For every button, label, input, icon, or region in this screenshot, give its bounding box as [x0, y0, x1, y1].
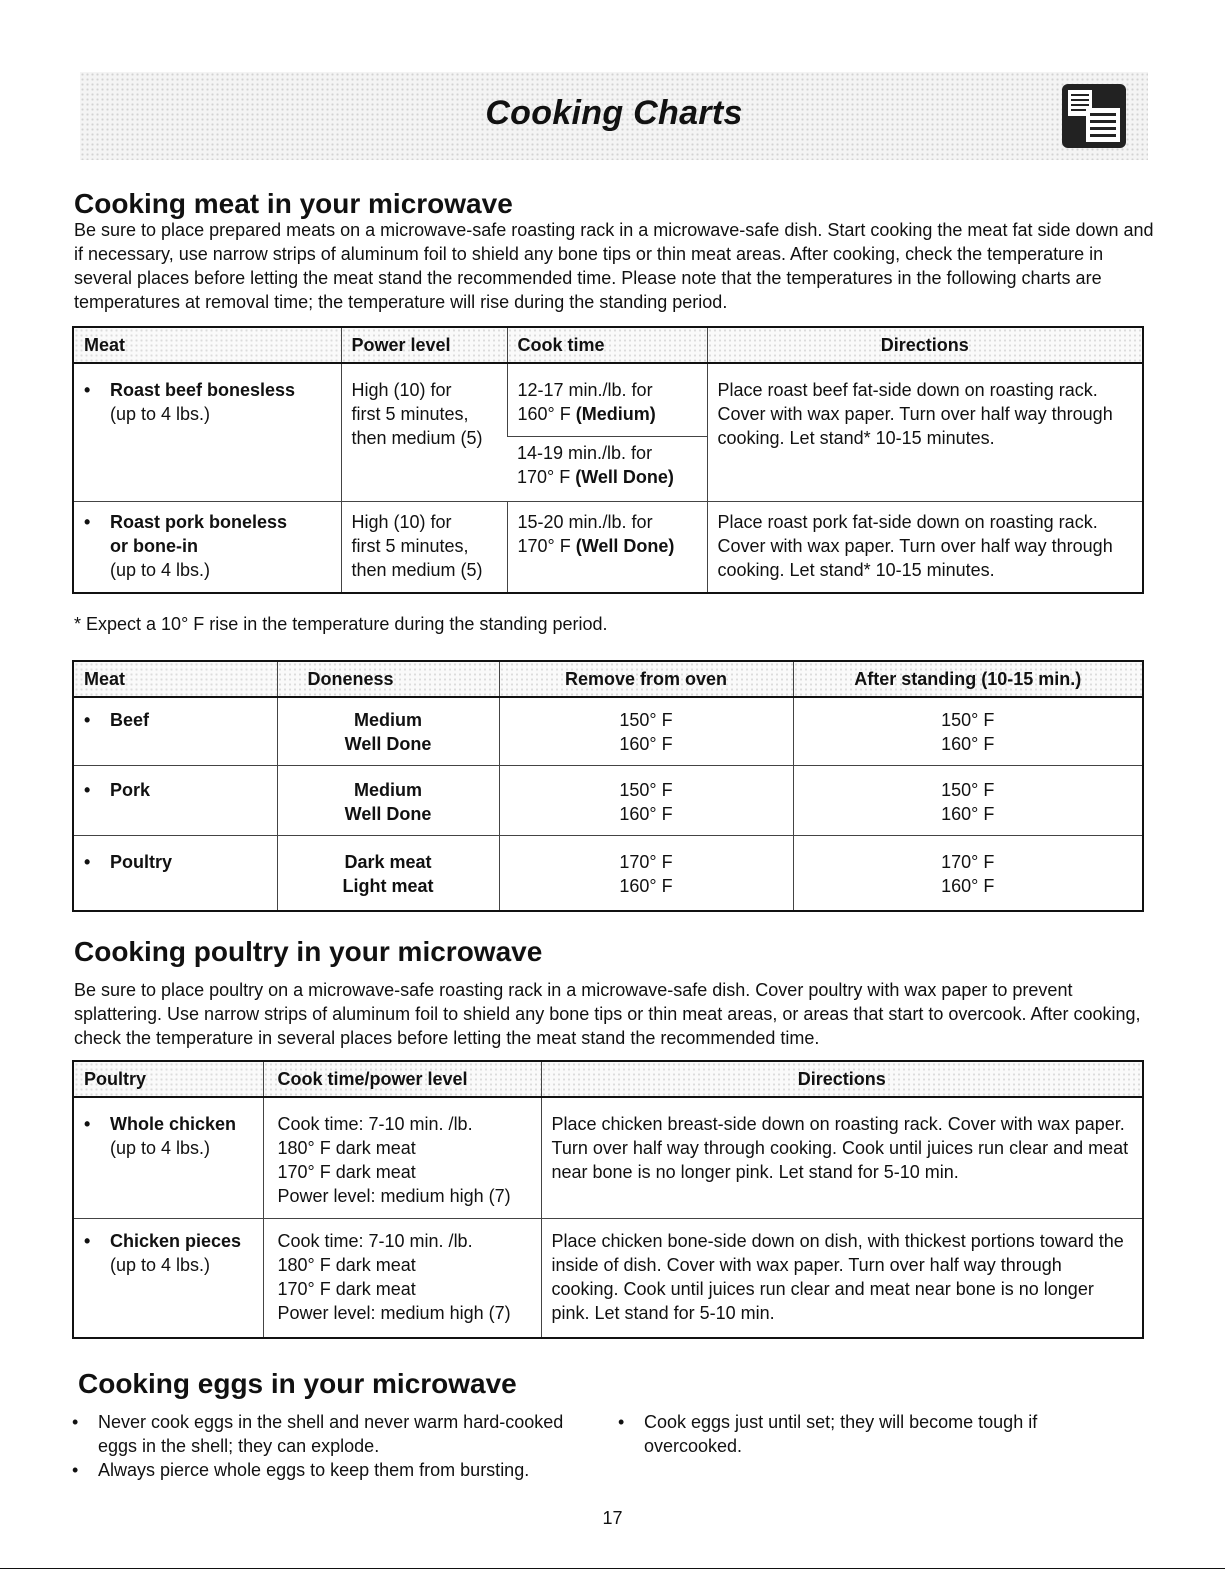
- temp-value: 160° F: [619, 734, 673, 754]
- chart-document-icon: [1060, 82, 1128, 155]
- column-header: Directions: [541, 1061, 1143, 1097]
- cook-line: Cook time: 7-10 min. /lb.: [277, 1114, 473, 1134]
- remove-temp-cell: [499, 835, 793, 911]
- table-header-row: [73, 327, 1143, 363]
- cook-temp: 170° F: [517, 467, 571, 487]
- table-header-row: [73, 661, 1143, 697]
- cook-line: 170° F dark meat: [277, 1162, 416, 1182]
- table-row: [73, 1097, 1143, 1219]
- eggs-tips-right: [618, 1410, 1088, 1458]
- meat-cell: [73, 502, 341, 594]
- meat-name: • Beef: [84, 710, 149, 730]
- temp-value: 160° F: [941, 803, 995, 824]
- cook-time-cell: [507, 437, 707, 502]
- cook-temp: 160° F: [517, 404, 571, 424]
- table-row: [73, 363, 1143, 437]
- after-temp-cell: [793, 697, 1143, 765]
- cook-time-cell: [507, 363, 707, 437]
- power-line: High (10) for: [351, 512, 452, 532]
- doneness-value: Well Done: [344, 803, 432, 824]
- cook-line: Power level: medium high (7): [277, 1303, 511, 1323]
- poultry-name: • Chicken pieces: [84, 1231, 241, 1251]
- meat-cell: [73, 835, 277, 911]
- column-header: Meat: [73, 327, 341, 363]
- meat-name: • Roast pork boneless: [84, 512, 287, 532]
- directions-cell: Place chicken breast-side down on roasting rack. Cover with wax paper. Turn over half way through cooking. Cook until juices run clear and meat near bone is no longer pink. Let stand for 5-10 min.: [541, 1097, 1143, 1219]
- list-item: • Cook eggs just until set; they will become tough if overcooked.: [618, 1410, 1088, 1458]
- temp-value: 150° F: [619, 710, 673, 730]
- column-header: Cook time/power level: [263, 1061, 541, 1097]
- doneness-cell: [277, 835, 499, 911]
- meat-cell: [73, 363, 341, 502]
- directions-cell: Place roast beef fat-side down on roasting rack. Cover with wax paper. Turn over half way through cooking. Let stand* 10-15 minutes.: [707, 363, 1143, 502]
- table-row: [73, 697, 1143, 765]
- table-row: [73, 502, 1143, 594]
- power-line: first 5 minutes,: [351, 404, 469, 424]
- meat-name: • Roast beef bonesless: [84, 380, 295, 400]
- temp-value: 150° F: [941, 710, 995, 730]
- column-header: Poultry: [73, 1061, 263, 1097]
- doneness-cell: [277, 765, 499, 835]
- meat-note: (up to 4 lbs.): [110, 560, 211, 580]
- column-header: Power level: [341, 327, 507, 363]
- cook-doneness: (Well Done): [575, 467, 674, 487]
- column-header: After standing (10-15 min.): [793, 661, 1143, 697]
- meat-cell: [73, 765, 277, 835]
- doneness-value: Dark meat: [344, 851, 432, 872]
- remove-temp-cell: [499, 765, 793, 835]
- after-temp-cell: [793, 765, 1143, 835]
- column-header: Directions: [707, 327, 1143, 363]
- table-header-row: [73, 1061, 1143, 1097]
- poultry-cell: [73, 1097, 263, 1219]
- poultry-intro: Be sure to place poultry on a microwave-safe roasting rack in a microwave-safe dish. Cover poultry with wax paper to prevent splattering. Use narrow strips of aluminum foil to shield any bone tips or thin meat areas, or areas that start to overcook. After cooking, check the temperature in several places before letting the meat stand the recommended time.: [74, 980, 1141, 1048]
- cook-time-line: 15-20 min./lb. for: [517, 512, 653, 532]
- poultry-name: • Whole chicken: [84, 1114, 236, 1134]
- cook-doneness: (Well Done): [575, 536, 675, 556]
- eggs-tips-left: [72, 1410, 572, 1482]
- meat-cell: [73, 697, 277, 765]
- power-line: High (10) for: [351, 380, 452, 400]
- cook-line: 170° F dark meat: [277, 1279, 416, 1299]
- directions-cell: Place roast pork fat-side down on roasting rack. Cover with wax paper. Turn over half way through cooking. Let stand* 10-15 minutes.: [707, 502, 1143, 594]
- temp-value: 150° F: [941, 779, 995, 800]
- poultry-note: (up to 4 lbs.): [110, 1255, 211, 1275]
- doneness-value: Well Done: [344, 734, 432, 754]
- cook-power-cell: [263, 1097, 541, 1219]
- remove-temp-cell: [499, 697, 793, 765]
- cook-temp: 170° F: [517, 536, 571, 556]
- meat-intro: Be sure to place prepared meats on a microwave-safe roasting rack in a microwave-safe dish. Start cooking the meat fat side down and if necessary, use narrow strips of aluminum foil to shield any bone tips or thin meat areas. After cooking, check the temperature in several places before letting the meat stand the recommended time. Please note that the temperatures in the following charts are temperatures at removal time; the temperature will rise during the standing period.: [74, 220, 1154, 312]
- column-header: Meat: [73, 661, 277, 697]
- temp-value: 160° F: [619, 875, 673, 896]
- table-row: [73, 765, 1143, 835]
- table-row: [73, 835, 1143, 911]
- cook-time-line: 14-19 min./lb. for: [517, 443, 653, 463]
- doneness-value: Medium: [353, 779, 422, 800]
- column-header: Cook time: [507, 327, 707, 363]
- meat-name-line2: or bone-in: [110, 536, 198, 556]
- directions-cell: Place chicken bone-side down on dish, with thickest portions toward the inside of dish. Cover with wax paper. Turn over half way through cooking. Cook until juices run clear and meat near bone is no longer pink. Let stand for 5-10 min.: [541, 1219, 1143, 1339]
- power-cell: [341, 363, 507, 502]
- meat-heading: Cooking meat in your microwave: [74, 188, 513, 219]
- cook-line: Cook time: 7-10 min. /lb.: [277, 1231, 473, 1251]
- power-line: then medium (5): [351, 560, 483, 580]
- eggs-heading: Cooking eggs in your microwave: [78, 1368, 517, 1399]
- cook-power-cell: [263, 1219, 541, 1339]
- page-title: Cooking Charts: [485, 94, 743, 132]
- power-line: first 5 minutes,: [351, 536, 469, 556]
- temp-value: 160° F: [941, 875, 995, 896]
- temperature-table: [72, 660, 1144, 912]
- meat-name: • Poultry: [84, 852, 172, 872]
- temp-value: 150° F: [619, 779, 673, 800]
- poultry-heading: Cooking poultry in your microwave: [74, 936, 543, 967]
- cook-line: 180° F dark meat: [277, 1138, 416, 1158]
- column-header: Remove from oven: [499, 661, 793, 697]
- meat-name: • Pork: [84, 780, 150, 800]
- table-row: [73, 1219, 1143, 1339]
- after-temp-cell: [793, 835, 1143, 911]
- poultry-note: (up to 4 lbs.): [110, 1138, 211, 1158]
- temp-value: 160° F: [941, 734, 995, 754]
- list-item: • Never cook eggs in the shell and never warm hard-cooked eggs in the shell; they can explode.: [72, 1410, 572, 1458]
- temp-value: 170° F: [619, 851, 673, 872]
- footnote: * Expect a 10° F rise in the temperature during the standing period.: [74, 614, 608, 634]
- poultry-cooking-table: [72, 1060, 1144, 1339]
- power-cell: [341, 502, 507, 594]
- meat-note: (up to 4 lbs.): [110, 404, 211, 424]
- bottom-divider: [0, 1568, 1225, 1569]
- cook-line: 180° F dark meat: [277, 1255, 416, 1275]
- cook-line: Power level: medium high (7): [277, 1186, 511, 1206]
- power-line: then medium (5): [351, 428, 483, 448]
- header-banner: [80, 72, 1148, 160]
- temp-value: 160° F: [619, 803, 673, 824]
- list-item: • Always pierce whole eggs to keep them from bursting.: [72, 1458, 572, 1482]
- cook-time-line: 12-17 min./lb. for: [517, 380, 653, 400]
- cook-doneness: (Medium): [575, 404, 656, 424]
- cook-time-cell: [507, 502, 707, 594]
- temp-value: 170° F: [941, 851, 995, 872]
- doneness-cell: [277, 697, 499, 765]
- poultry-cell: [73, 1219, 263, 1339]
- meat-cooking-table: [72, 326, 1144, 594]
- doneness-value: Light meat: [342, 875, 434, 896]
- doneness-value: Medium: [353, 710, 422, 730]
- page-number: 17: [602, 1508, 623, 1528]
- column-header: Doneness: [277, 661, 499, 697]
